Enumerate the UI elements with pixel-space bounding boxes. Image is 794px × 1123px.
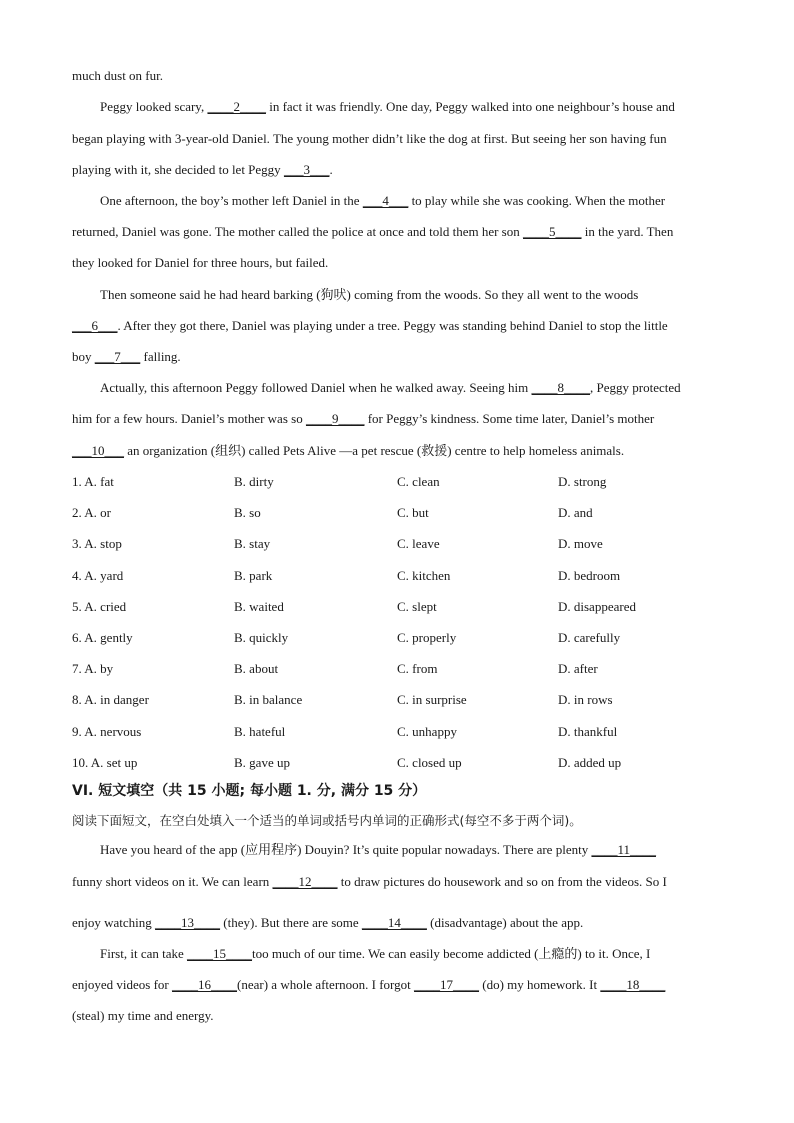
option-q1-a[interactable]: 1. A. fat <box>72 474 114 489</box>
passage-line <box>72 977 665 993</box>
passage-line <box>100 842 656 858</box>
option-q9-c[interactable]: C. unhappy <box>397 724 457 739</box>
text: boy <box>72 349 95 364</box>
option-q3-d[interactable]: D. move <box>558 536 603 551</box>
option-q8-b[interactable]: B. in balance <box>234 692 303 707</box>
option-q7-b[interactable]: B. about <box>234 661 279 676</box>
option-q6-b[interactable]: B. quickly <box>234 630 289 645</box>
blank-12[interactable]: ____12____ <box>272 874 338 889</box>
option-q6-a[interactable]: 6. A. gently <box>72 630 133 645</box>
passage-line <box>100 380 681 396</box>
text: do housework and so on from the videos. So I <box>424 874 667 889</box>
option-q5-b[interactable]: B. waited <box>234 599 284 614</box>
blank-17[interactable]: ____17____ <box>414 977 480 992</box>
blank-13[interactable]: ____13____ <box>155 915 221 930</box>
text: Then someone said he had heard barking (狗吠) coming from the woods. So they all went to the woods <box>100 287 639 302</box>
option-q8-c[interactable]: C. in surprise <box>397 692 467 707</box>
option-q9-a[interactable]: 9. A. nervous <box>72 724 142 739</box>
text: in fact it was friendly. One day, Peggy walked into one neighbour’s house and <box>265 99 675 114</box>
text: much dust on fur. <box>72 68 163 83</box>
passage-line <box>100 946 650 962</box>
blank-18[interactable]: ____18____ <box>600 977 666 992</box>
option-q1-d[interactable]: D. strong <box>558 474 607 489</box>
text: in the yard. Then <box>581 224 674 239</box>
option-q2-a[interactable]: 2. A. or <box>72 505 111 520</box>
text: First, it can take <box>100 946 188 961</box>
passage-line <box>100 193 665 209</box>
option-q4-b[interactable]: B. park <box>234 568 273 583</box>
text: enjoy watching <box>72 915 156 930</box>
option-q7-d[interactable]: D. after <box>558 661 598 676</box>
text: they looked for Daniel for three hours, but failed. <box>72 255 329 270</box>
text: , Peggy protected <box>590 380 681 395</box>
text: falling. <box>140 349 181 364</box>
option-q5-c[interactable]: C. slept <box>397 599 437 614</box>
blank-4[interactable]: ___4___ <box>362 193 409 208</box>
passage-line <box>72 411 654 427</box>
option-q7-c[interactable]: C. from <box>397 661 438 676</box>
blank-16[interactable]: ____16____ <box>172 977 238 992</box>
passage-line <box>72 443 624 459</box>
option-q10-a[interactable]: 10. A. set up <box>72 755 138 770</box>
option-q2-b[interactable]: B. so <box>234 505 261 520</box>
option-q4-c[interactable]: C. kitchen <box>397 568 451 583</box>
option-q5-d[interactable]: D. disappeared <box>558 599 636 614</box>
text: for Peggy’s kindness. Some time later, Daniel’s mother <box>364 411 655 426</box>
text: Have you heard of the app (应用程序) Douyin? It’s quite popular nowadays. There are plenty <box>100 842 592 857</box>
option-q9-b[interactable]: B. hateful <box>234 724 286 739</box>
section-instruction: 阅读下面短文，在空白处填入一个适当的单词或括号内单词的正确形式(每空不多于两个词)。 <box>72 813 582 828</box>
text: to draw pictures <box>337 874 425 889</box>
text: Peggy looked scary, <box>100 99 208 114</box>
text: returned, Daniel was gone. The mother called the police at once and told them her son <box>72 224 523 239</box>
text: (disadvantage) about the app. <box>426 915 584 930</box>
passage-line <box>72 162 333 178</box>
blank-2[interactable]: ____2____ <box>207 99 266 114</box>
text: funny short videos on it. We can learn <box>72 874 273 889</box>
blank-11[interactable]: ____11____ <box>591 842 656 857</box>
option-q7-a[interactable]: 7. A. by <box>72 661 114 676</box>
option-q3-a[interactable]: 3. A. stop <box>72 536 122 551</box>
text: . <box>329 162 333 177</box>
blank-3[interactable]: ___3___ <box>283 162 330 177</box>
option-q4-d[interactable]: D. bedroom <box>558 568 621 583</box>
text: too much of our time. We can easily become addicted (上瘾的) to it. Once, I <box>252 946 651 961</box>
option-q2-d[interactable]: D. and <box>558 505 593 520</box>
passage-line <box>72 915 583 931</box>
text: (they). But there are some <box>220 915 362 930</box>
passage-line <box>72 349 181 365</box>
option-q8-d[interactable]: D. in rows <box>558 692 613 707</box>
text: an organization (组织) called Pets Alive —a pet rescue (救援) centre to help homeless animals. <box>124 443 625 458</box>
text: to play while she was cooking. When the mother <box>408 193 666 208</box>
passage-line <box>72 131 667 147</box>
option-q8-a[interactable]: 8. A. in danger <box>72 692 149 707</box>
section-title: VI. 短文填空（共 15 小题; 每小题 1. 分, 满分 15 分） <box>72 783 427 799</box>
passage-line <box>72 255 328 271</box>
blank-8[interactable]: ____8____ <box>531 380 591 395</box>
option-q1-c[interactable]: C. clean <box>397 474 440 489</box>
passage-line <box>72 224 673 240</box>
option-q6-c[interactable]: C. properly <box>397 630 457 645</box>
option-q3-b[interactable]: B. stay <box>234 536 271 551</box>
blank-9[interactable]: ____9____ <box>305 411 365 426</box>
option-q3-c[interactable]: C. leave <box>397 536 440 551</box>
blank-5[interactable]: ____5____ <box>523 224 582 239</box>
passage-line <box>72 68 163 84</box>
passage-line <box>72 874 667 890</box>
text: began playing with 3-year-old Daniel. The young mother didn’t like the dog at first. But seeing her son having fun <box>72 131 667 146</box>
blank-6[interactable]: ___6___ <box>72 318 118 333</box>
option-q10-d[interactable]: D. added up <box>558 755 622 770</box>
passage-line <box>72 318 668 334</box>
text: (near) a whole afternoon. I forgot <box>237 977 415 992</box>
option-q4-a[interactable]: 4. A. yard <box>72 568 124 583</box>
text: him for a few hours. Daniel’s mother was so <box>72 411 306 426</box>
blank-15[interactable]: ____15____ <box>187 946 253 961</box>
passage-line <box>100 99 675 115</box>
option-q10-c[interactable]: C. closed up <box>397 755 462 770</box>
text: . After they got there, Daniel was playing under a tree. Peggy was standing behind Daniel to stop the little <box>117 318 668 333</box>
passage-line <box>72 1008 214 1024</box>
blank-14[interactable]: ____14____ <box>361 915 427 930</box>
passage-line <box>100 287 638 303</box>
text: playing with it, she decided to let Peggy <box>72 162 284 177</box>
text: enjoyed videos for <box>72 977 173 992</box>
option-q1-b[interactable]: B. dirty <box>234 474 274 489</box>
text: One afternoon, the boy’s mother left Daniel in the <box>100 193 363 208</box>
blank-10[interactable]: ___10___ <box>72 443 124 458</box>
option-q2-c[interactable]: C. but <box>397 505 429 520</box>
blank-7[interactable]: ___7___ <box>94 349 141 364</box>
option-q10-b[interactable]: B. gave up <box>234 755 290 770</box>
text: (steal) my time and energy. <box>72 1008 214 1023</box>
option-q6-d[interactable]: D. carefully <box>558 630 621 645</box>
text: (do) my homework. It <box>479 977 601 992</box>
option-q9-d[interactable]: D. thankful <box>558 724 618 739</box>
option-q5-a[interactable]: 5. A. cried <box>72 599 127 614</box>
text: Actually, this afternoon Peggy followed Daniel when he walked away. Seeing him <box>100 380 532 395</box>
